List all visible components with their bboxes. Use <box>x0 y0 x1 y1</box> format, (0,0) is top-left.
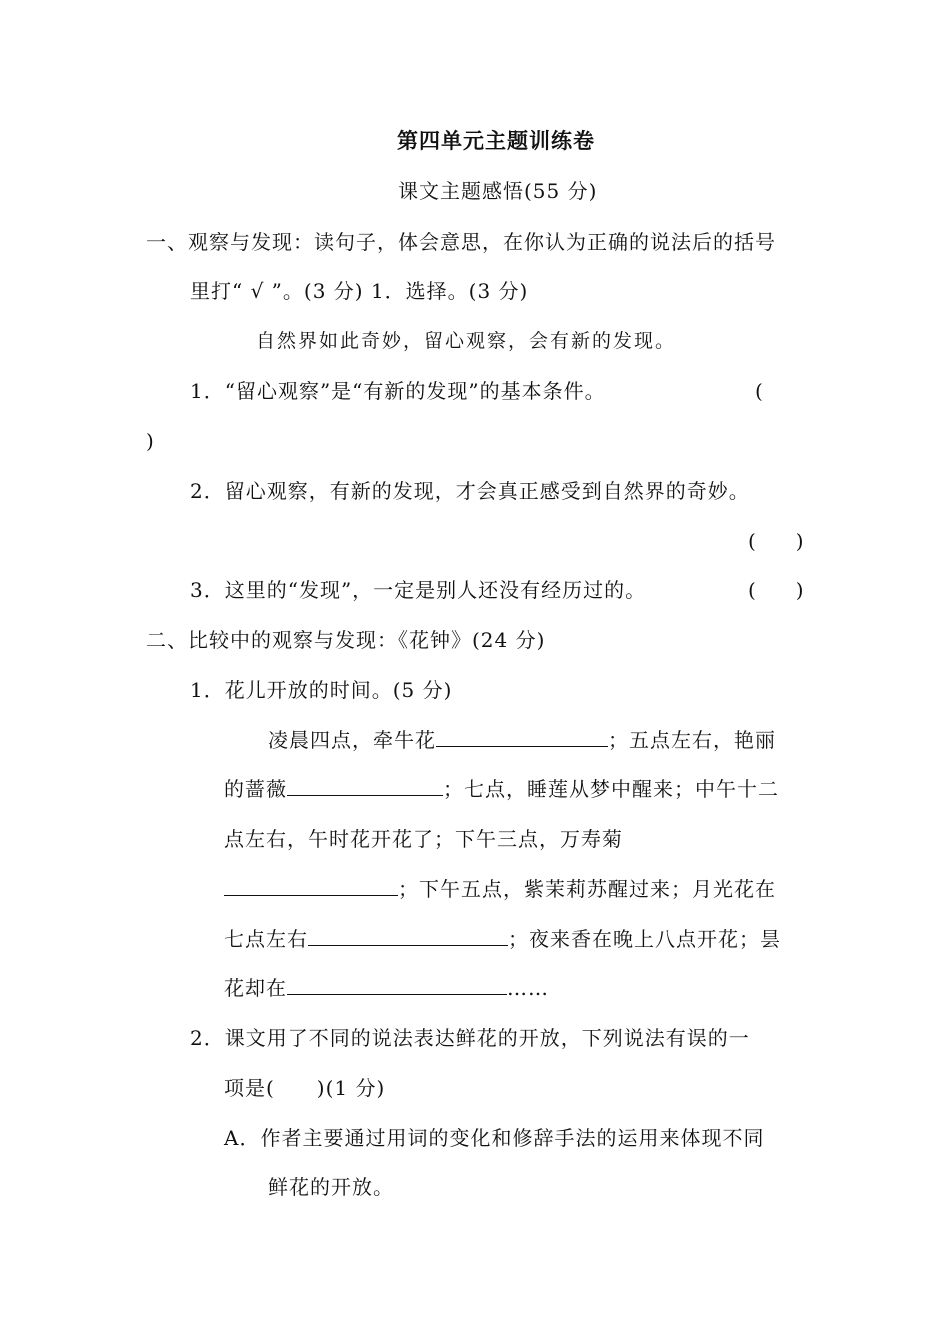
q1-line4 <box>224 875 776 903</box>
q1-line2 <box>224 775 779 803</box>
q1-line5 <box>224 925 781 953</box>
q1-line5-text-b: ；夜来香在晚上八点开花；昙 <box>508 927 781 951</box>
q1-line1-text-b: ；五点左右，艳丽 <box>608 728 776 752</box>
section1-quote: 自然界如此奇妙，留心观察，会有新的发现。 <box>256 330 677 352</box>
q1-line6-text-b: …… <box>507 976 549 1000</box>
q1-line1 <box>268 726 776 754</box>
answer-paren-2[interactable]: ( ) <box>748 529 804 553</box>
fill-blank-3[interactable] <box>224 875 398 896</box>
q1-line1-text-a: 凌晨四点，牵牛花 <box>268 728 436 752</box>
section1-heading-line1: 一、观察与发现：读句子，体会意思，在你认为正确的说法后的括号 <box>146 230 776 254</box>
fill-blank-5[interactable] <box>287 974 507 995</box>
section1-item-3: 3．这里的“发现”，一定是别人还没有经历过的。 <box>190 578 647 602</box>
q1-line4-text-b: ；下午五点，紫茉莉苏醒过来；月光花在 <box>398 877 776 901</box>
q1-line2-text-a: 的蔷薇 <box>224 777 287 801</box>
answer-paren-close-1[interactable]: ) <box>146 429 154 453</box>
page-subtitle: 课文主题感悟(55 分) <box>398 179 598 203</box>
section1-heading-line2: 里打“ √ ”。(3 分) 1．选择。(3 分) <box>190 279 529 303</box>
page-title: 第四单元主题训练卷 <box>397 128 595 153</box>
fill-blank-4[interactable] <box>308 925 508 946</box>
q1-label: 1．花儿开放的时间。(5 分) <box>190 678 453 702</box>
q2-option-a-line1[interactable]: A．作者主要通过用词的变化和修辞手法的运用来体现不同 <box>224 1126 765 1150</box>
fill-blank-2[interactable] <box>287 775 443 796</box>
q1-line5-text-a: 七点左右 <box>224 927 308 951</box>
fill-blank-1[interactable] <box>436 726 608 747</box>
q1-line3: 点左右，午时花开花了；下午三点，万寿菊 <box>224 827 623 851</box>
q1-line2-text-b: ；七点，睡莲从梦中醒来；中午十二 <box>443 777 779 801</box>
q1-line6-text-a: 花却在 <box>224 976 287 1000</box>
q2-line2: 项是( )(1 分) <box>224 1076 386 1100</box>
section2-heading: 二、比较中的观察与发现：《花钟》(24 分) <box>146 628 546 652</box>
section1-item-1: 1．“留心观察”是“有新的发现”的基本条件。 <box>190 379 606 403</box>
answer-paren-open-1[interactable]: ( <box>755 379 763 403</box>
answer-paren-3[interactable]: ( ) <box>748 578 804 602</box>
section1-item-2: 2．留心观察，有新的发现，才会真正感受到自然界的奇妙。 <box>190 479 750 503</box>
q1-line6 <box>224 974 549 1002</box>
q2-line1: 2．课文用了不同的说法表达鲜花的开放，下列说法有误的一 <box>190 1026 750 1050</box>
q2-option-a-line2: 鲜花的开放。 <box>268 1175 394 1199</box>
